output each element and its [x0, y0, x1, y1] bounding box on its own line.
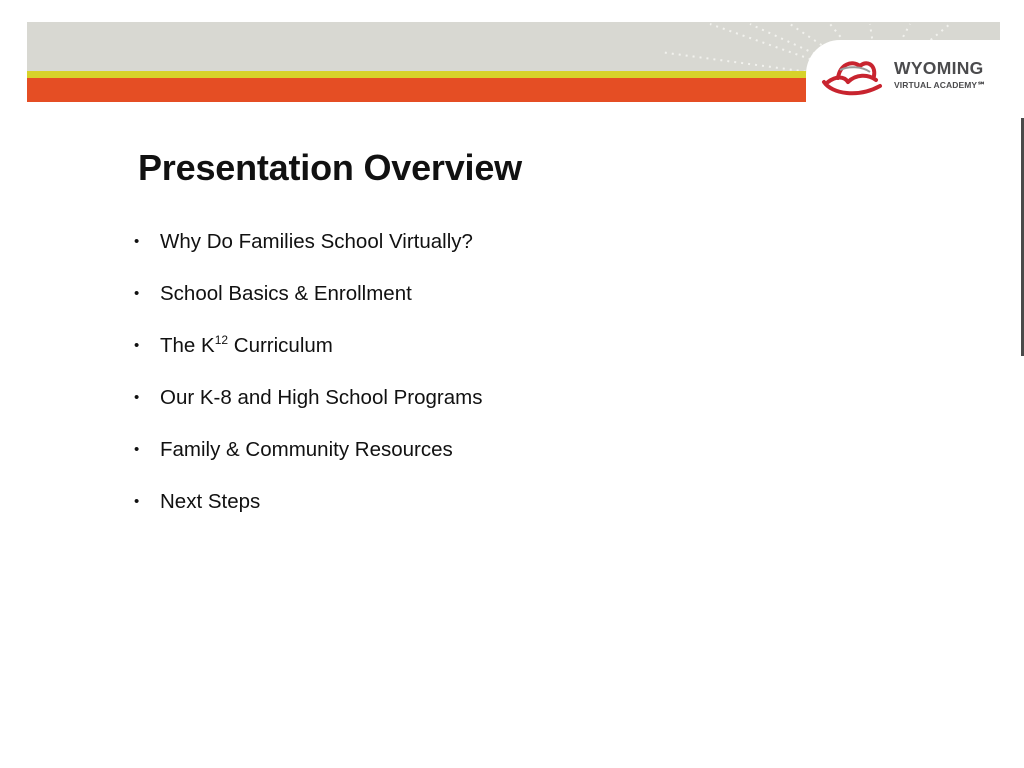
list-item-text: Next Steps — [160, 490, 261, 513]
bullet-marker: • — [134, 233, 140, 250]
logo-subtitle: VIRTUAL ACADEMY℠ — [894, 80, 986, 90]
list-item — [134, 332, 482, 384]
list-item — [134, 384, 482, 436]
cowboy-hat-icon — [818, 52, 888, 104]
list-item-superscript: 12 — [214, 333, 229, 347]
logo — [806, 40, 1000, 112]
list-item — [134, 488, 482, 540]
bullet-marker: • — [134, 441, 140, 458]
list-item-text: Why Do Families School Virtually? — [160, 230, 473, 253]
bullet-marker: • — [134, 285, 140, 302]
header-band-orange — [27, 78, 807, 102]
slide-title: Presentation Overview — [138, 147, 522, 188]
list-item-text: Our K-8 and High School Programs — [160, 386, 483, 409]
header-band-yellow — [27, 71, 807, 78]
overview-list — [134, 228, 482, 540]
list-item — [134, 280, 482, 332]
logo-title: WYOMING — [894, 58, 984, 78]
list-item — [134, 228, 482, 280]
list-item-text-prefix: The K — [160, 334, 215, 357]
list-item-text: Family & Community Resources — [160, 438, 453, 461]
bullet-marker: • — [134, 389, 140, 406]
bullet-marker: • — [134, 337, 140, 354]
list-item-text: School Basics & Enrollment — [160, 282, 412, 305]
list-item-text-suffix: Curriculum — [228, 334, 333, 357]
bullet-marker: • — [134, 493, 140, 510]
list-item — [134, 436, 482, 488]
